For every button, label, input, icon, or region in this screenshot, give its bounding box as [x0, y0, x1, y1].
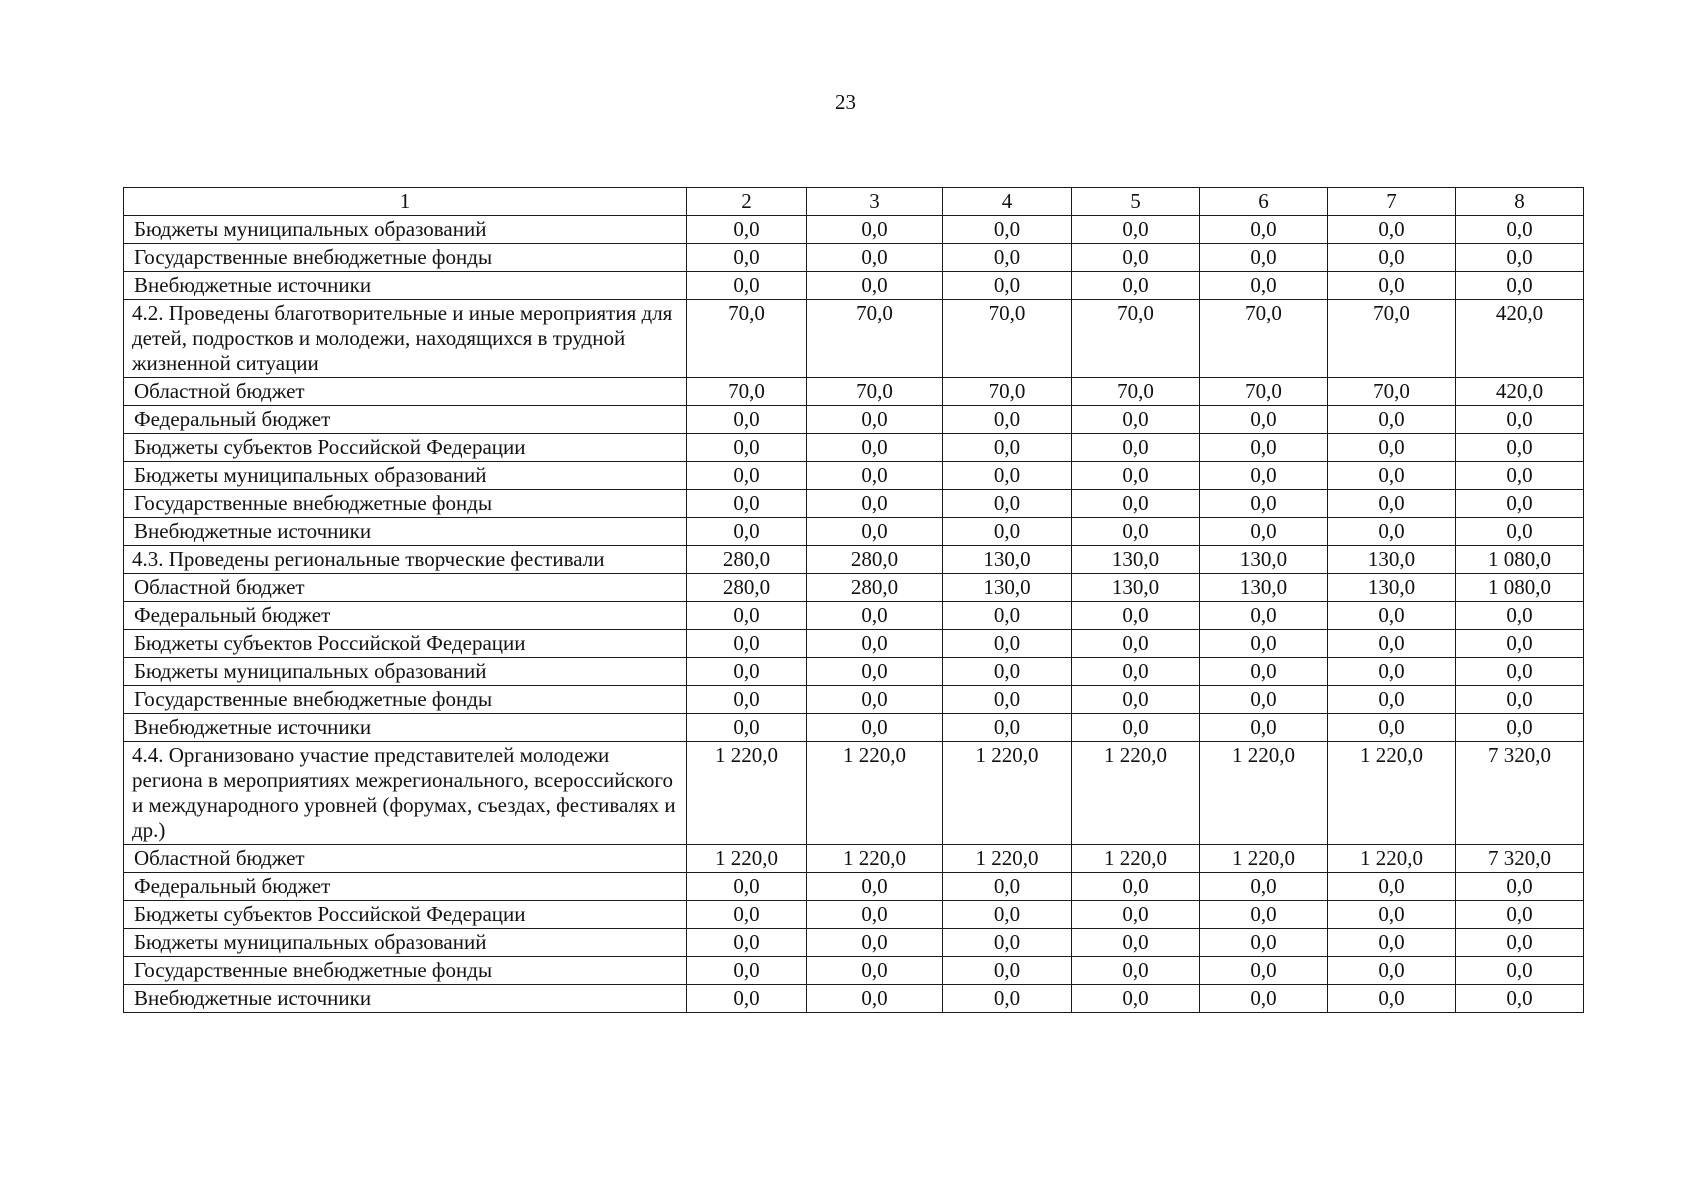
- table-section-row: [124, 546, 1584, 574]
- value-cell: 0,0: [1456, 272, 1584, 300]
- table-row: [124, 244, 1584, 272]
- value-cell: 420,0: [1456, 300, 1584, 378]
- value-cell: 0,0: [943, 714, 1072, 742]
- value-cell: 0,0: [1456, 686, 1584, 714]
- table-row: [124, 462, 1584, 490]
- value-cell: 0,0: [1328, 244, 1456, 272]
- table-row: [124, 434, 1584, 462]
- funding-source-label: Федеральный бюджет: [124, 602, 687, 630]
- value-cell: 0,0: [1072, 929, 1200, 957]
- value-cell: 1 220,0: [807, 742, 943, 845]
- value-cell: 0,0: [687, 272, 807, 300]
- value-cell: 0,0: [1328, 602, 1456, 630]
- value-cell: 0,0: [1328, 901, 1456, 929]
- value-cell: 130,0: [1072, 574, 1200, 602]
- value-cell: 1 080,0: [1456, 546, 1584, 574]
- column-header: 5: [1072, 188, 1200, 216]
- value-cell: 0,0: [1200, 686, 1328, 714]
- value-cell: 0,0: [1200, 901, 1328, 929]
- value-cell: 0,0: [807, 957, 943, 985]
- value-cell: 0,0: [943, 518, 1072, 546]
- funding-source-label: Областной бюджет: [124, 574, 687, 602]
- value-cell: 1 220,0: [1072, 742, 1200, 845]
- value-cell: 130,0: [1328, 574, 1456, 602]
- funding-source-label: Бюджеты муниципальных образований: [124, 929, 687, 957]
- value-cell: 0,0: [1200, 873, 1328, 901]
- value-cell: 0,0: [943, 272, 1072, 300]
- column-header: 7: [1328, 188, 1456, 216]
- value-cell: 1 220,0: [807, 845, 943, 873]
- section-label: 4.2. Проведены благотворительные и иные мероприятия для детей, подростков и молодежи, находящихся в трудной жизненной ситуации: [124, 300, 687, 378]
- value-cell: 0,0: [1456, 434, 1584, 462]
- value-cell: 0,0: [943, 957, 1072, 985]
- funding-source-label: Бюджеты субъектов Российской Федерации: [124, 434, 687, 462]
- table-row: [124, 957, 1584, 985]
- value-cell: 0,0: [1456, 462, 1584, 490]
- value-cell: 0,0: [1456, 957, 1584, 985]
- value-cell: 0,0: [687, 602, 807, 630]
- value-cell: 0,0: [1072, 957, 1200, 985]
- funding-source-label: Бюджеты муниципальных образований: [124, 658, 687, 686]
- value-cell: 0,0: [687, 406, 807, 434]
- value-cell: 0,0: [1072, 518, 1200, 546]
- value-cell: 0,0: [1072, 602, 1200, 630]
- value-cell: 1 220,0: [1200, 845, 1328, 873]
- value-cell: 420,0: [1456, 378, 1584, 406]
- value-cell: 0,0: [687, 630, 807, 658]
- value-cell: 0,0: [1328, 518, 1456, 546]
- value-cell: 70,0: [1072, 300, 1200, 378]
- value-cell: 0,0: [807, 686, 943, 714]
- table-row: [124, 574, 1584, 602]
- value-cell: 70,0: [687, 378, 807, 406]
- value-cell: 0,0: [1456, 929, 1584, 957]
- value-cell: 0,0: [687, 873, 807, 901]
- value-cell: 0,0: [807, 602, 943, 630]
- value-cell: 70,0: [807, 300, 943, 378]
- value-cell: 0,0: [1456, 490, 1584, 518]
- section-label: 4.4. Организовано участие представителей молодежи региона в мероприятиях межрегионального, всероссийского и международного уровней (форумах, съездах, фестивалях и др.): [124, 742, 687, 845]
- value-cell: 0,0: [1456, 901, 1584, 929]
- value-cell: 0,0: [1456, 630, 1584, 658]
- value-cell: 0,0: [1456, 714, 1584, 742]
- value-cell: 0,0: [687, 490, 807, 518]
- table-section-row: [124, 300, 1584, 378]
- column-number-row: [124, 188, 1584, 216]
- table-row: [124, 985, 1584, 1013]
- value-cell: 0,0: [687, 658, 807, 686]
- value-cell: 0,0: [807, 658, 943, 686]
- funding-source-label: Внебюджетные источники: [124, 714, 687, 742]
- value-cell: 130,0: [1200, 574, 1328, 602]
- value-cell: 280,0: [807, 574, 943, 602]
- value-cell: 7 320,0: [1456, 845, 1584, 873]
- column-header: 3: [807, 188, 943, 216]
- table-row: [124, 929, 1584, 957]
- value-cell: 1 220,0: [1328, 742, 1456, 845]
- value-cell: 0,0: [1328, 686, 1456, 714]
- funding-source-label: Государственные внебюджетные фонды: [124, 244, 687, 272]
- funding-source-label: Государственные внебюджетные фонды: [124, 490, 687, 518]
- value-cell: 0,0: [687, 244, 807, 272]
- value-cell: 0,0: [687, 901, 807, 929]
- value-cell: 0,0: [807, 873, 943, 901]
- value-cell: 130,0: [1072, 546, 1200, 574]
- value-cell: 0,0: [1456, 873, 1584, 901]
- value-cell: 0,0: [1200, 957, 1328, 985]
- value-cell: 0,0: [807, 272, 943, 300]
- value-cell: 0,0: [1200, 490, 1328, 518]
- value-cell: 70,0: [943, 300, 1072, 378]
- value-cell: 0,0: [1200, 272, 1328, 300]
- value-cell: 1 220,0: [687, 742, 807, 845]
- value-cell: 0,0: [807, 490, 943, 518]
- value-cell: 0,0: [1200, 929, 1328, 957]
- value-cell: 70,0: [1072, 378, 1200, 406]
- value-cell: 0,0: [1200, 714, 1328, 742]
- value-cell: 0,0: [1328, 630, 1456, 658]
- table-row: [124, 873, 1584, 901]
- value-cell: 0,0: [1456, 406, 1584, 434]
- table-row: [124, 216, 1584, 244]
- value-cell: 7 320,0: [1456, 742, 1584, 845]
- value-cell: 0,0: [1328, 462, 1456, 490]
- column-header: 2: [687, 188, 807, 216]
- value-cell: 0,0: [687, 216, 807, 244]
- value-cell: 0,0: [1456, 244, 1584, 272]
- value-cell: 0,0: [1328, 272, 1456, 300]
- value-cell: 0,0: [1456, 602, 1584, 630]
- value-cell: 0,0: [943, 406, 1072, 434]
- value-cell: 0,0: [1328, 406, 1456, 434]
- value-cell: 0,0: [807, 244, 943, 272]
- funding-source-label: Областной бюджет: [124, 378, 687, 406]
- value-cell: 0,0: [807, 216, 943, 244]
- value-cell: 0,0: [1456, 658, 1584, 686]
- value-cell: 0,0: [1328, 873, 1456, 901]
- value-cell: 0,0: [1328, 434, 1456, 462]
- table-row: [124, 630, 1584, 658]
- value-cell: 0,0: [807, 518, 943, 546]
- value-cell: 0,0: [943, 686, 1072, 714]
- column-header: 1: [124, 188, 687, 216]
- value-cell: 1 220,0: [943, 845, 1072, 873]
- value-cell: 0,0: [807, 462, 943, 490]
- value-cell: 1 220,0: [1328, 845, 1456, 873]
- value-cell: 130,0: [1328, 546, 1456, 574]
- value-cell: 0,0: [687, 518, 807, 546]
- value-cell: 0,0: [687, 929, 807, 957]
- value-cell: 0,0: [943, 462, 1072, 490]
- value-cell: 0,0: [1328, 490, 1456, 518]
- value-cell: 0,0: [1328, 216, 1456, 244]
- value-cell: 0,0: [687, 686, 807, 714]
- table-row: [124, 490, 1584, 518]
- table-row: [124, 602, 1584, 630]
- value-cell: 70,0: [943, 378, 1072, 406]
- value-cell: 0,0: [943, 490, 1072, 518]
- value-cell: 0,0: [1200, 518, 1328, 546]
- column-header: 8: [1456, 188, 1584, 216]
- value-cell: 0,0: [1200, 216, 1328, 244]
- value-cell: 130,0: [1200, 546, 1328, 574]
- value-cell: 0,0: [1072, 434, 1200, 462]
- value-cell: 0,0: [1072, 901, 1200, 929]
- value-cell: 1 220,0: [1200, 742, 1328, 845]
- value-cell: 0,0: [1200, 434, 1328, 462]
- value-cell: 0,0: [687, 434, 807, 462]
- value-cell: 0,0: [1328, 658, 1456, 686]
- value-cell: 1 220,0: [1072, 845, 1200, 873]
- value-cell: 0,0: [943, 216, 1072, 244]
- funding-source-label: Внебюджетные источники: [124, 272, 687, 300]
- table-body: [124, 188, 1584, 1013]
- value-cell: 0,0: [1328, 714, 1456, 742]
- funding-source-label: Федеральный бюджет: [124, 406, 687, 434]
- value-cell: 0,0: [943, 901, 1072, 929]
- table-row: [124, 658, 1584, 686]
- value-cell: 0,0: [1072, 985, 1200, 1013]
- value-cell: 0,0: [1072, 406, 1200, 434]
- value-cell: 70,0: [1328, 300, 1456, 378]
- value-cell: 130,0: [943, 546, 1072, 574]
- value-cell: 0,0: [1200, 985, 1328, 1013]
- value-cell: 280,0: [687, 546, 807, 574]
- value-cell: 70,0: [807, 378, 943, 406]
- value-cell: 280,0: [687, 574, 807, 602]
- value-cell: 0,0: [1072, 216, 1200, 244]
- value-cell: 0,0: [1200, 244, 1328, 272]
- budget-table: [123, 187, 1584, 1013]
- value-cell: 0,0: [1200, 602, 1328, 630]
- value-cell: 0,0: [1200, 658, 1328, 686]
- value-cell: 0,0: [807, 434, 943, 462]
- funding-source-label: Бюджеты субъектов Российской Федерации: [124, 901, 687, 929]
- value-cell: 0,0: [1328, 985, 1456, 1013]
- value-cell: 70,0: [1328, 378, 1456, 406]
- value-cell: 0,0: [1072, 686, 1200, 714]
- section-label: 4.3. Проведены региональные творческие фестивали: [124, 546, 687, 574]
- funding-source-label: Областной бюджет: [124, 845, 687, 873]
- value-cell: 0,0: [1072, 490, 1200, 518]
- value-cell: 0,0: [1328, 957, 1456, 985]
- value-cell: 70,0: [1200, 378, 1328, 406]
- value-cell: 280,0: [807, 546, 943, 574]
- column-header: 6: [1200, 188, 1328, 216]
- value-cell: 0,0: [1200, 406, 1328, 434]
- page-number: 23: [835, 90, 856, 114]
- value-cell: 1 080,0: [1456, 574, 1584, 602]
- column-header: 4: [943, 188, 1072, 216]
- value-cell: 0,0: [807, 406, 943, 434]
- value-cell: 0,0: [1072, 244, 1200, 272]
- value-cell: 0,0: [943, 985, 1072, 1013]
- value-cell: 0,0: [1072, 272, 1200, 300]
- value-cell: 0,0: [1072, 873, 1200, 901]
- value-cell: 0,0: [943, 630, 1072, 658]
- table-row: [124, 518, 1584, 546]
- value-cell: 0,0: [687, 957, 807, 985]
- value-cell: 0,0: [1200, 462, 1328, 490]
- table-row: [124, 901, 1584, 929]
- table-row: [124, 714, 1584, 742]
- funding-source-label: Бюджеты муниципальных образований: [124, 216, 687, 244]
- table-section-row: [124, 742, 1584, 845]
- funding-source-label: Федеральный бюджет: [124, 873, 687, 901]
- table-row: [124, 406, 1584, 434]
- funding-source-label: Бюджеты муниципальных образований: [124, 462, 687, 490]
- funding-source-label: Государственные внебюджетные фонды: [124, 686, 687, 714]
- value-cell: 0,0: [943, 929, 1072, 957]
- value-cell: 0,0: [1072, 714, 1200, 742]
- value-cell: 0,0: [943, 602, 1072, 630]
- value-cell: 0,0: [1072, 630, 1200, 658]
- value-cell: 0,0: [807, 630, 943, 658]
- value-cell: 70,0: [687, 300, 807, 378]
- value-cell: 0,0: [807, 985, 943, 1013]
- value-cell: 0,0: [1072, 462, 1200, 490]
- value-cell: 0,0: [807, 901, 943, 929]
- value-cell: 0,0: [687, 462, 807, 490]
- value-cell: 0,0: [943, 434, 1072, 462]
- funding-source-label: Государственные внебюджетные фонды: [124, 957, 687, 985]
- funding-source-label: Внебюджетные источники: [124, 985, 687, 1013]
- funding-source-label: Бюджеты субъектов Российской Федерации: [124, 630, 687, 658]
- table-row: [124, 686, 1584, 714]
- value-cell: 0,0: [1456, 518, 1584, 546]
- table-row: [124, 378, 1584, 406]
- value-cell: 130,0: [943, 574, 1072, 602]
- funding-source-label: Внебюджетные источники: [124, 518, 687, 546]
- table-row: [124, 272, 1584, 300]
- value-cell: 0,0: [943, 873, 1072, 901]
- value-cell: 0,0: [1456, 985, 1584, 1013]
- table-row: [124, 845, 1584, 873]
- value-cell: 1 220,0: [687, 845, 807, 873]
- value-cell: 0,0: [1328, 929, 1456, 957]
- value-cell: 1 220,0: [943, 742, 1072, 845]
- value-cell: 0,0: [1456, 216, 1584, 244]
- value-cell: 0,0: [687, 714, 807, 742]
- value-cell: 0,0: [807, 714, 943, 742]
- value-cell: 0,0: [943, 658, 1072, 686]
- value-cell: 0,0: [943, 244, 1072, 272]
- value-cell: 0,0: [807, 929, 943, 957]
- value-cell: 0,0: [1200, 630, 1328, 658]
- value-cell: 70,0: [1200, 300, 1328, 378]
- value-cell: 0,0: [1072, 658, 1200, 686]
- value-cell: 0,0: [687, 985, 807, 1013]
